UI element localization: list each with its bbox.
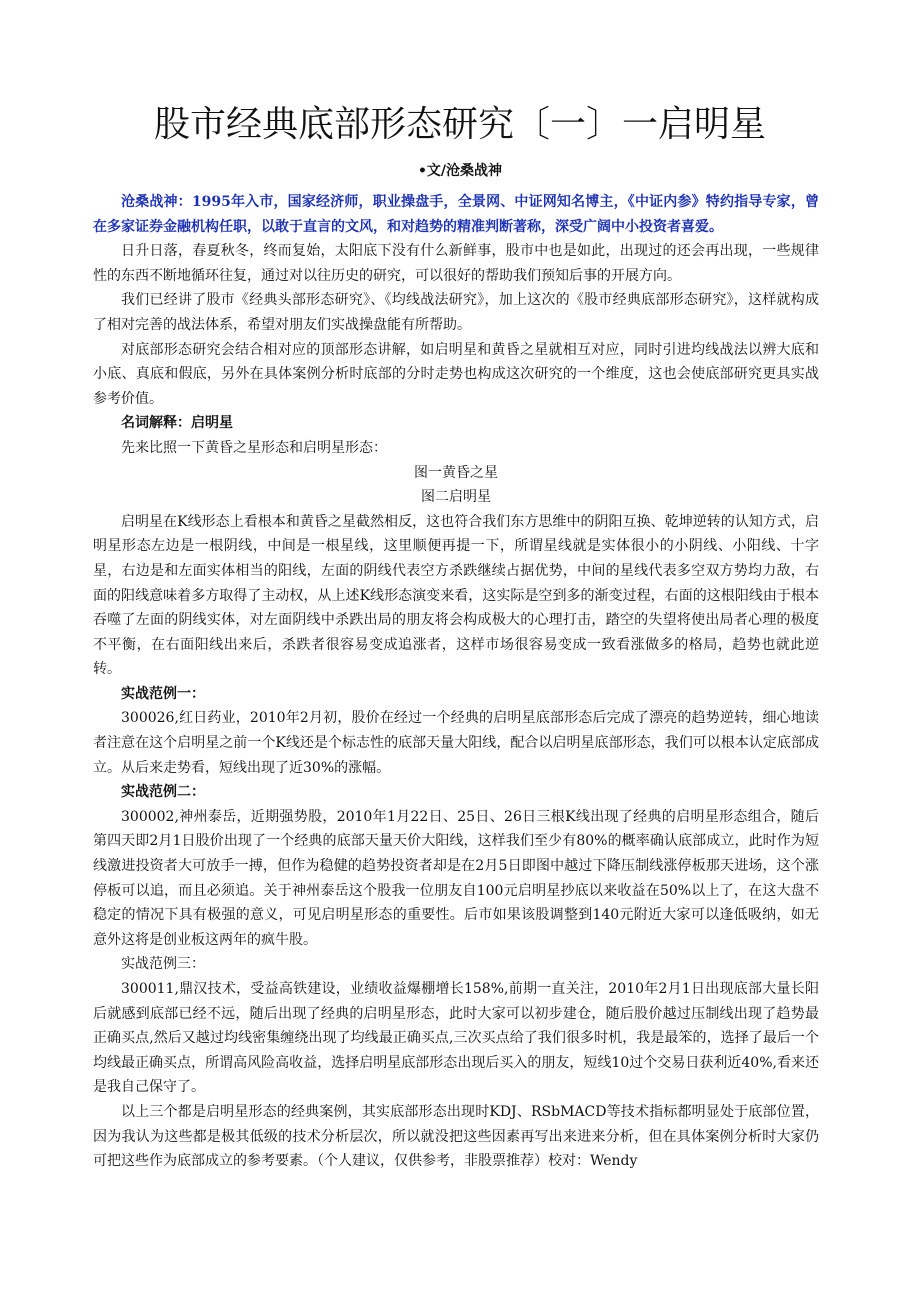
- paragraph: 先来比照一下黄昏之星形态和启明星形态：: [121, 439, 387, 456]
- case-heading: 实战范例二：: [121, 784, 205, 801]
- paragraph: 300002,神州泰岳，近期强势股，2010年1月22日、25日、26日三根K线出现了经典的启明星形态组合，随后第四天即2月1日股价出现了一个经典的底部天量天价大阳线，这样我们至少有80%的概率确认底部成立，此时作为短线激进投资者大可放手一搏，但作为稳健的趋势投资者却是在2月5日即图中越过下降压制线涨停板那天进场，这个涨停板可以追，而且必须追。关于神州泰岳这个股我一位朋友自100元启明星抄底以来收益在50%以上了，在这大盘不稳定的情况下具有极强的意义，可见启明星形态的重要性。后市如果该股调整到140元附近大家可以逢低吸纳，如无意外这将是创业板这两年的疯牛股。: [93, 808, 819, 948]
- figure-caption: 图一黄昏之星: [414, 464, 498, 481]
- term-heading: 名词解释：启明星: [121, 415, 233, 432]
- paragraph: 我们已经讲了股市《经典头部形态研究》、《均线战法研究》，加上这次的《股市经典底部形态研究》，这样就构成了相对完善的战法体系，希望对朋友们实战操盘能有所帮助。: [93, 292, 819, 333]
- paragraph: 启明星在K线形态上看根本和黄昏之星截然相反，这也符合我们东方思维中的阴阳互换、乾坤逆转的认知方式，启明星形态左边是一根阴线，中间是一根星线，这里顺便再提一下，所谓星线就是实体很小的小阴线、小阳线、十字星，右边是和左面实体相当的阳线，左面的阴线代表空方杀跌继续占据优势，中间的星线代表多空双方势均力敌，右面的阳线意味着多方取得了主动权，从上述K线形态演变来看，这实际是空到多的渐变过程，右面的这根阳线由于根本吞噬了左面的阴线实体，对左面阴线中杀跌出局的朋友将会构成极大的心理打击，踏空的失望将使出局者心理的极度不平衡，在右面阳线出来后，杀跌者很容易变成追涨者，这样市场很容易变成一致看涨做多的格局，趋势也就此逆转。: [93, 513, 819, 678]
- paragraph: 300026,红日药业，2010年2月初，股价在经过一个经典的启明星底部形态后完成了漂亮的趋势逆转，细心地读者注意在这个启明星之前一个K线还是个标志性的底部天量大阳线，配合以启明星底部形态，我们可以根本认定底部成立。从后来走势看，短线出现了近30%的涨幅。: [93, 710, 819, 776]
- case-heading: 实战范例一：: [121, 685, 205, 702]
- byline: •文/沧桑战神: [417, 163, 503, 179]
- article-body: [93, 190, 819, 1174]
- case-heading: 实战范例三：: [121, 956, 205, 973]
- page-title: 股市经典底部形态研究〔一〕一启明星: [153, 104, 766, 145]
- figure-caption: 图二启明星: [421, 489, 491, 506]
- author-intro: 沧桑战神：1995年入市，国家经济师，职业操盘手，全景网、中证网知名博主，《中证内参》特约指导专家，曾在多家证券金融机构任职，以敢于直言的文风，和对趋势的精准判断著称，深受广阔中小投资者喜爱。: [93, 194, 819, 235]
- paragraph: 300011,鼎汉技术，受益高铁建设，业绩收益爆棚增长158%,前期一直关注，2010年2月1日出现底部大量长阳后就感到底部已经不远，随后出现了经典的启明星形态，此时大家可以初步建仓，随后股价越过压制线出现了趋势最正确买点,然后又越过均线密集缠绕出现了均线最正确买点,三次买点给了我们很多时机，我是最笨的，选择了最后一个均线最正确买点，所谓高风险高收益，选择启明星底部形态出现后买入的朋友，短线10过个交易日获利近40%,看来还是我自己保守了。: [93, 981, 819, 1096]
- paragraph: 以上三个都是启明星形态的经典案例，其实底部形态出现时KDJ、RSbMACD等技术指标都明显处于底部位置，因为我认为这些都是极其低级的技术分析层次，所以就没把这些因素再写出来进来分析，但在具体案例分析时大家仍可把这些作为底部成立的参考要素。（个人建议，仅供参考，非股票推荐）校对：Wendy: [93, 1103, 819, 1170]
- paragraph: 日升日落，春夏秋冬，终而复始，太阳底下没有什么新鲜事，股市中也是如此，出现过的还会再出现，一些规律性的东西不断地循环往复，通过对以往历史的研究，可以很好的帮助我们预知后事的开展方向。: [93, 243, 819, 284]
- paragraph: 对底部形态研究会结合相对应的顶部形态讲解，如启明星和黄昏之星就相互对应，同时引进均线战法以辨大底和小底、真底和假底，另外在具体案例分析时底部的分时走势也构成这次研究的一个维度，这也会使底部研究更具实战参考价值。: [93, 341, 819, 407]
